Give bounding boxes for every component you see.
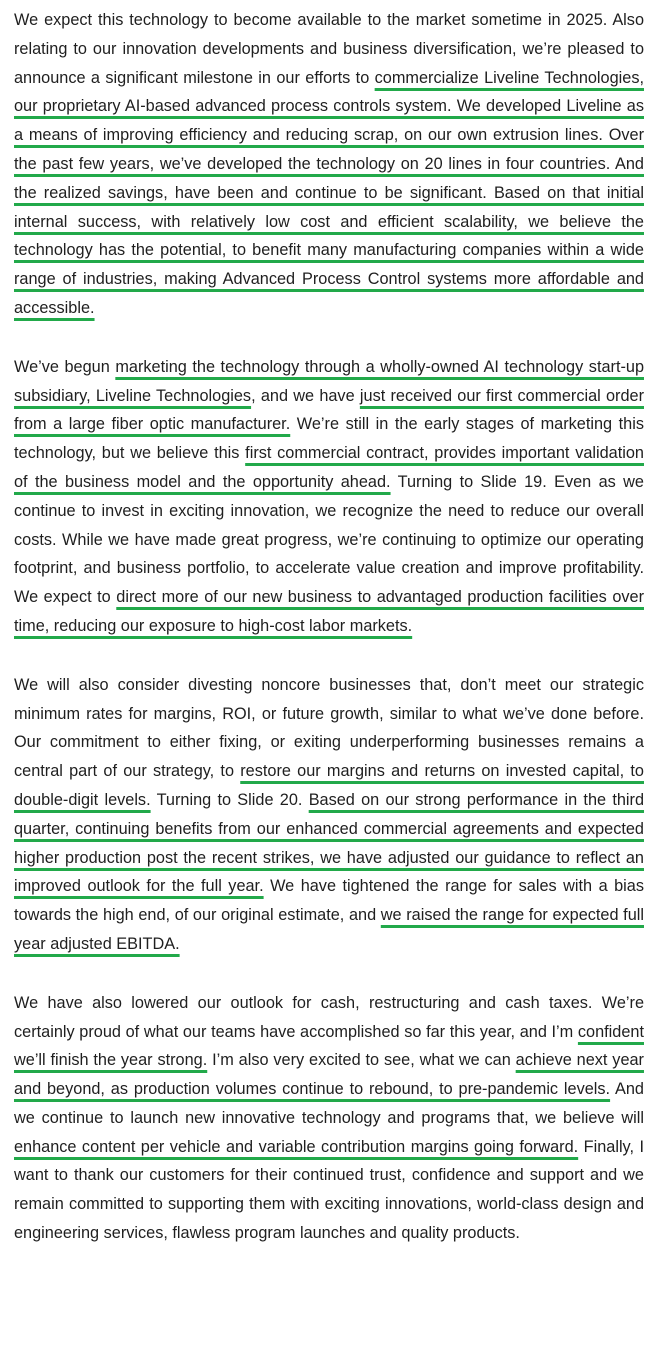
text-segment: And we continue to launch new innovative technology and programs that, we believe will bbox=[14, 1080, 644, 1127]
text-segment: We expect this technology to become available to the market sometime in 2025. Also relating to our innovation developments and business diversification, we’re pleased to announce a significant milestone in our efforts to bbox=[14, 11, 644, 87]
text-segment: , and we have bbox=[251, 386, 360, 405]
text-segment: Turning to Slide 20. bbox=[150, 790, 309, 809]
text-segment: We will also consider divesting noncore businesses that, don’t meet our strategic minimum rates for margins, ROI, or future growth, similar to what we’ve done before. Our commitment to either fixing, or exiting underperforming businesses remains a central part of our strategy, to bbox=[14, 675, 644, 781]
highlighted-segment: marketing the technology through a wholly-owned AI technology start-up subsidiary, Liveline Technologies bbox=[14, 357, 644, 405]
highlighted-segment: achieve next year and beyond, as production volumes continue to rebound, to pre-pandemic levels. bbox=[14, 1051, 644, 1099]
highlighted-segment: restore our margins and returns on invested capital, to double-digit levels. bbox=[14, 762, 644, 809]
text-segment: We’ve begun bbox=[14, 357, 116, 376]
highlighted-segment: just received our first commercial order from a large fiber optic manufacturer. bbox=[14, 386, 644, 434]
paragraph-1 bbox=[14, 6, 644, 323]
text-segment: We have tightened the range for sales with a bias towards the high end, of our original estimate, and bbox=[14, 877, 644, 925]
highlighted-segment: Based on our strong performance in the third quarter, continuing benefits from our enhanced commercial agreements and expected higher production post the recent strikes, we have adjusted our guidance to reflect an improved outlook for the full year. bbox=[14, 790, 645, 896]
highlighted-segment: first commercial contract, provides important validation of the business model and the opportunity ahead. bbox=[14, 444, 644, 491]
highlighted-segment: commercialize Liveline Technologies, our proprietary AI-based advanced process controls system. We developed Liveline as a means of improving efficiency and reducing scrap, on our own extrusion lines. Over the past few years, we’ve developed the technology on 20 lines in four countries. And the realized savings, have been and continue to be significant. Based on that initial internal success, with relatively low cost and efficient scalability, we believe the technology has the potential, to benefit many manufacturing companies within a wide range of industries, making Advanced Process Control systems more affordable and accessible. bbox=[14, 68, 644, 317]
transcript-document bbox=[14, 6, 644, 1248]
highlighted-segment: direct more of our new business to advantaged production facilities over time, reducing our exposure to high-cost labor markets. bbox=[14, 588, 644, 635]
text-segment: I’m also very excited to see, what we can bbox=[207, 1051, 516, 1070]
text-segment: Turning to Slide 19. Even as we continue to invest in exciting innovation, we recognize the need to reduce our overall costs. While we have made great progress, we’re continuing to optimize our operating footprint, and business portfolio, to accelerate value creation and improve profitability. We expect to bbox=[14, 472, 644, 607]
text-segment: We’re still in the early stages of marketing this technology, but we believe this bbox=[14, 415, 644, 463]
paragraph-2 bbox=[14, 353, 644, 641]
highlighted-segment: confident we’ll finish the year strong. bbox=[14, 1022, 644, 1070]
paragraph-4 bbox=[14, 989, 644, 1248]
paragraph-3 bbox=[14, 671, 644, 959]
highlighted-segment: enhance content per vehicle and variable contribution margins going forward. bbox=[14, 1137, 579, 1156]
text-segment: Finally, I want to thank our customers for their continued trust, confidence and support and we remain committed to supporting them with exciting innovations, world-class design and engineering services, flawless program launches and quality products. bbox=[14, 1137, 645, 1243]
text-segment: We have also lowered our outlook for cash, restructuring and cash taxes. We’re certainly proud of what our teams have accomplished so far this year, and I’m bbox=[14, 993, 644, 1041]
highlighted-segment: we raised the range for expected full year adjusted EBITDA. bbox=[14, 906, 644, 953]
